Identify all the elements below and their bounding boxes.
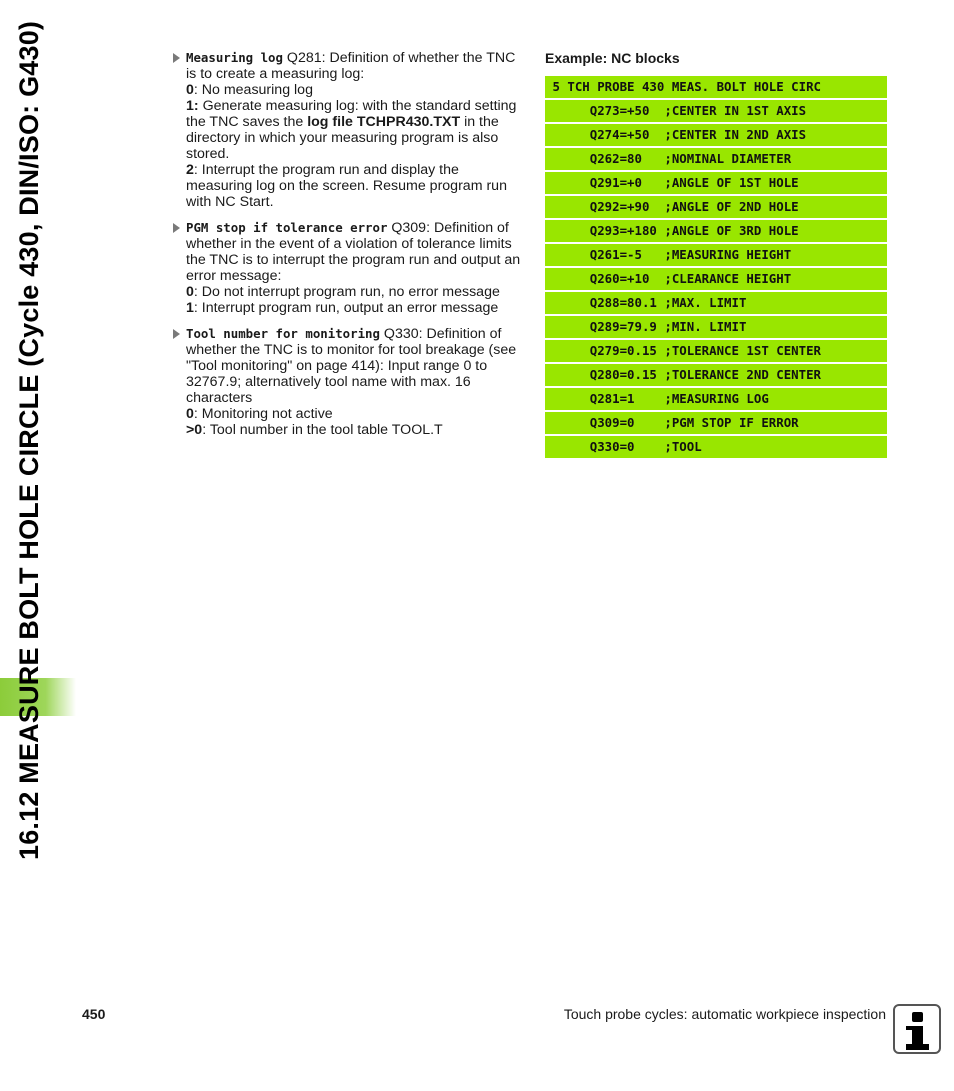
bullet-arrow-icon bbox=[173, 329, 180, 339]
example-label: Example: NC blocks bbox=[545, 50, 680, 66]
param-name: PGM stop if tolerance error bbox=[186, 220, 388, 235]
nc-block: Q281=1 ;MEASURING LOG bbox=[545, 388, 887, 410]
info-icon bbox=[893, 1004, 941, 1054]
nc-block: Q274=+50 ;CENTER IN 2ND AXIS bbox=[545, 124, 887, 146]
param-name: Measuring log bbox=[186, 50, 283, 65]
nc-block: Q309=0 ;PGM STOP IF ERROR bbox=[545, 412, 887, 434]
nc-block: Q260=+10 ;CLEARANCE HEIGHT bbox=[545, 268, 887, 290]
param-intro: PGM stop if tolerance error Q309: Definition of whether in the event of a violation of tolerance limits the TNC is to interrupt the program run and output an error message: bbox=[186, 220, 521, 284]
param-option: 0: No measuring log bbox=[186, 82, 313, 98]
param-tool-number bbox=[172, 326, 528, 438]
parameter-descriptions bbox=[172, 50, 528, 448]
nc-example bbox=[545, 50, 887, 460]
nc-block: Q273=+50 ;CENTER IN 1ST AXIS bbox=[545, 100, 887, 122]
param-option: >0: Tool number in the tool table TOOL.T bbox=[186, 422, 443, 438]
param-option: 1: Interrupt program run, output an error message bbox=[186, 300, 499, 316]
nc-block: Q288=80.1 ;MAX. LIMIT bbox=[545, 292, 887, 314]
nc-block: Q291=+0 ;ANGLE OF 1ST HOLE bbox=[545, 172, 887, 194]
param-intro: Tool number for monitoring Q330: Definition of whether the TNC is to monitor for tool breakage (see "Tool monitoring" on page 414): Input range 0 to 32767.9; alternatively tool name with max. 16 characters bbox=[186, 326, 517, 406]
nc-block: Q262=80 ;NOMINAL DIAMETER bbox=[545, 148, 887, 170]
param-pgm-stop bbox=[172, 220, 528, 316]
nc-block: Q280=0.15 ;TOLERANCE 2ND CENTER bbox=[545, 364, 887, 386]
nc-block: Q292=+90 ;ANGLE OF 2ND HOLE bbox=[545, 196, 887, 218]
chapter-footer: Touch probe cycles: automatic workpiece inspection bbox=[563, 1006, 886, 1022]
nc-block: Q261=-5 ;MEASURING HEIGHT bbox=[545, 244, 887, 266]
chapter-side-title: 16.12 MEASURE BOLT HOLE CIRCLE (Cycle 430, DIN/ISO: G430) bbox=[14, 20, 44, 860]
param-intro: Measuring log Q281: Definition of whether the TNC is to create a measuring log: bbox=[186, 50, 516, 82]
nc-block: Q330=0 ;TOOL bbox=[545, 436, 887, 458]
nc-block: 5 TCH PROBE 430 MEAS. BOLT HOLE CIRC bbox=[545, 76, 887, 98]
param-option: 0: Do not interrupt program run, no error message bbox=[186, 284, 500, 300]
param-option: 0: Monitoring not active bbox=[186, 406, 333, 422]
page-number: 450 bbox=[82, 1006, 106, 1022]
param-name: Tool number for monitoring bbox=[186, 326, 380, 341]
bullet-arrow-icon bbox=[173, 53, 180, 63]
param-option: 2: Interrupt the program run and display the measuring log on the screen. Resume program run with NC Start. bbox=[186, 162, 507, 210]
nc-block: Q289=79.9 ;MIN. LIMIT bbox=[545, 316, 887, 338]
bullet-arrow-icon bbox=[173, 223, 180, 233]
nc-block: Q293=+180 ;ANGLE OF 3RD HOLE bbox=[545, 220, 887, 242]
param-option: 1: Generate measuring log: with the standard setting the TNC saves the log file TCHPR430.TXT in the directory in which your measuring program is also stored. bbox=[186, 98, 517, 162]
nc-block: Q279=0.15 ;TOLERANCE 1ST CENTER bbox=[545, 340, 887, 362]
param-measuring-log bbox=[172, 50, 528, 210]
